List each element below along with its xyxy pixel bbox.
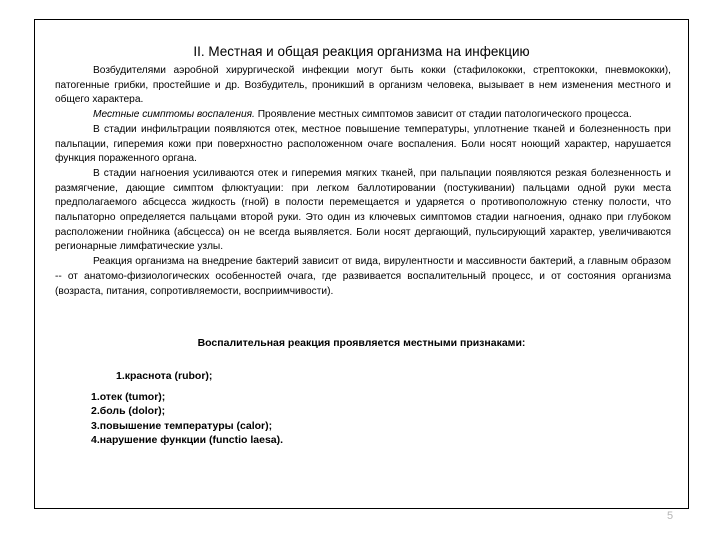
signs-list bbox=[91, 369, 283, 448]
sign-item: 1.отек (tumor); bbox=[91, 390, 166, 403]
page-title: II. Местная и общая реакция организма на инфекцию bbox=[193, 44, 530, 59]
sign-item: 3.повышение температуры (calor); bbox=[91, 419, 273, 432]
paragraph-infiltration-stage: В стадии инфильтрации появляются отек, местное повышение температуры, уплотнение тканей и болезненность при пальпации, гиперемия кожи при поверхностно расположенном очаге воспаления. Боли носят ноющий характер, нарушается функция пораженного органа. bbox=[55, 123, 671, 165]
paragraph-organism-reaction: Реакция организма на внедрение бактерий зависит от вида, вирулентности и массивности бактерий, а главным образом -- от анатомо-физиологических особенностей очага, где развивается воспалительный процесс, и от состояния организма (возраста, питания, сопротивляемости, восприимчивости). bbox=[55, 256, 671, 297]
slide-frame bbox=[34, 19, 689, 509]
page-number: 5 bbox=[667, 510, 674, 522]
sign-item: 2.боль (dolor); bbox=[91, 405, 166, 417]
sign-item: 4.нарушение функции (functio laesa). bbox=[91, 434, 284, 446]
local-symptoms-lead: Местные симптомы воспаления. bbox=[93, 109, 255, 121]
paragraph-local-symptoms bbox=[55, 108, 671, 123]
body-text bbox=[55, 64, 671, 299]
paragraph-pathogens: Возбудителями аэробной хирургической инфекции могут быть кокки (стафилококки, стрептококки, пневмококки), патогенные грибки, простейшие и др. Возбудитель, проникший в организм человека, вызывает в нем изменения местного и общего характера. bbox=[55, 65, 671, 106]
local-symptoms-text: Проявление местных симптомов зависит от стадии патологического процесса. bbox=[254, 109, 632, 121]
signs-heading: Воспалительная реакция проявляется местными признаками: bbox=[197, 337, 526, 349]
paragraph-suppuration-stage: В стадии нагноения усиливаются отек и гиперемия мягких тканей, при пальпации появляются резкая болезненность и размягчение, дающие симптом флюктуации: при легком баллотировании (постукивании) пальцами одной руки места предполагаемого абсцесса жидкость (гной) в полости перемещается и ударяется о противоположную стенку полости, что пальпаторно определяется пальцами второй руки. Это один из ключевых симптомов стадии нагноения, однако при глубоком расположении гнойника (абсцесса) он не всегда выявляется. Боли носят дергающий, пульсирующий характер, увеличиваются регионарные лимфатические узлы. bbox=[55, 167, 671, 253]
sign-item: 1.краснота (rubor); bbox=[116, 370, 213, 382]
